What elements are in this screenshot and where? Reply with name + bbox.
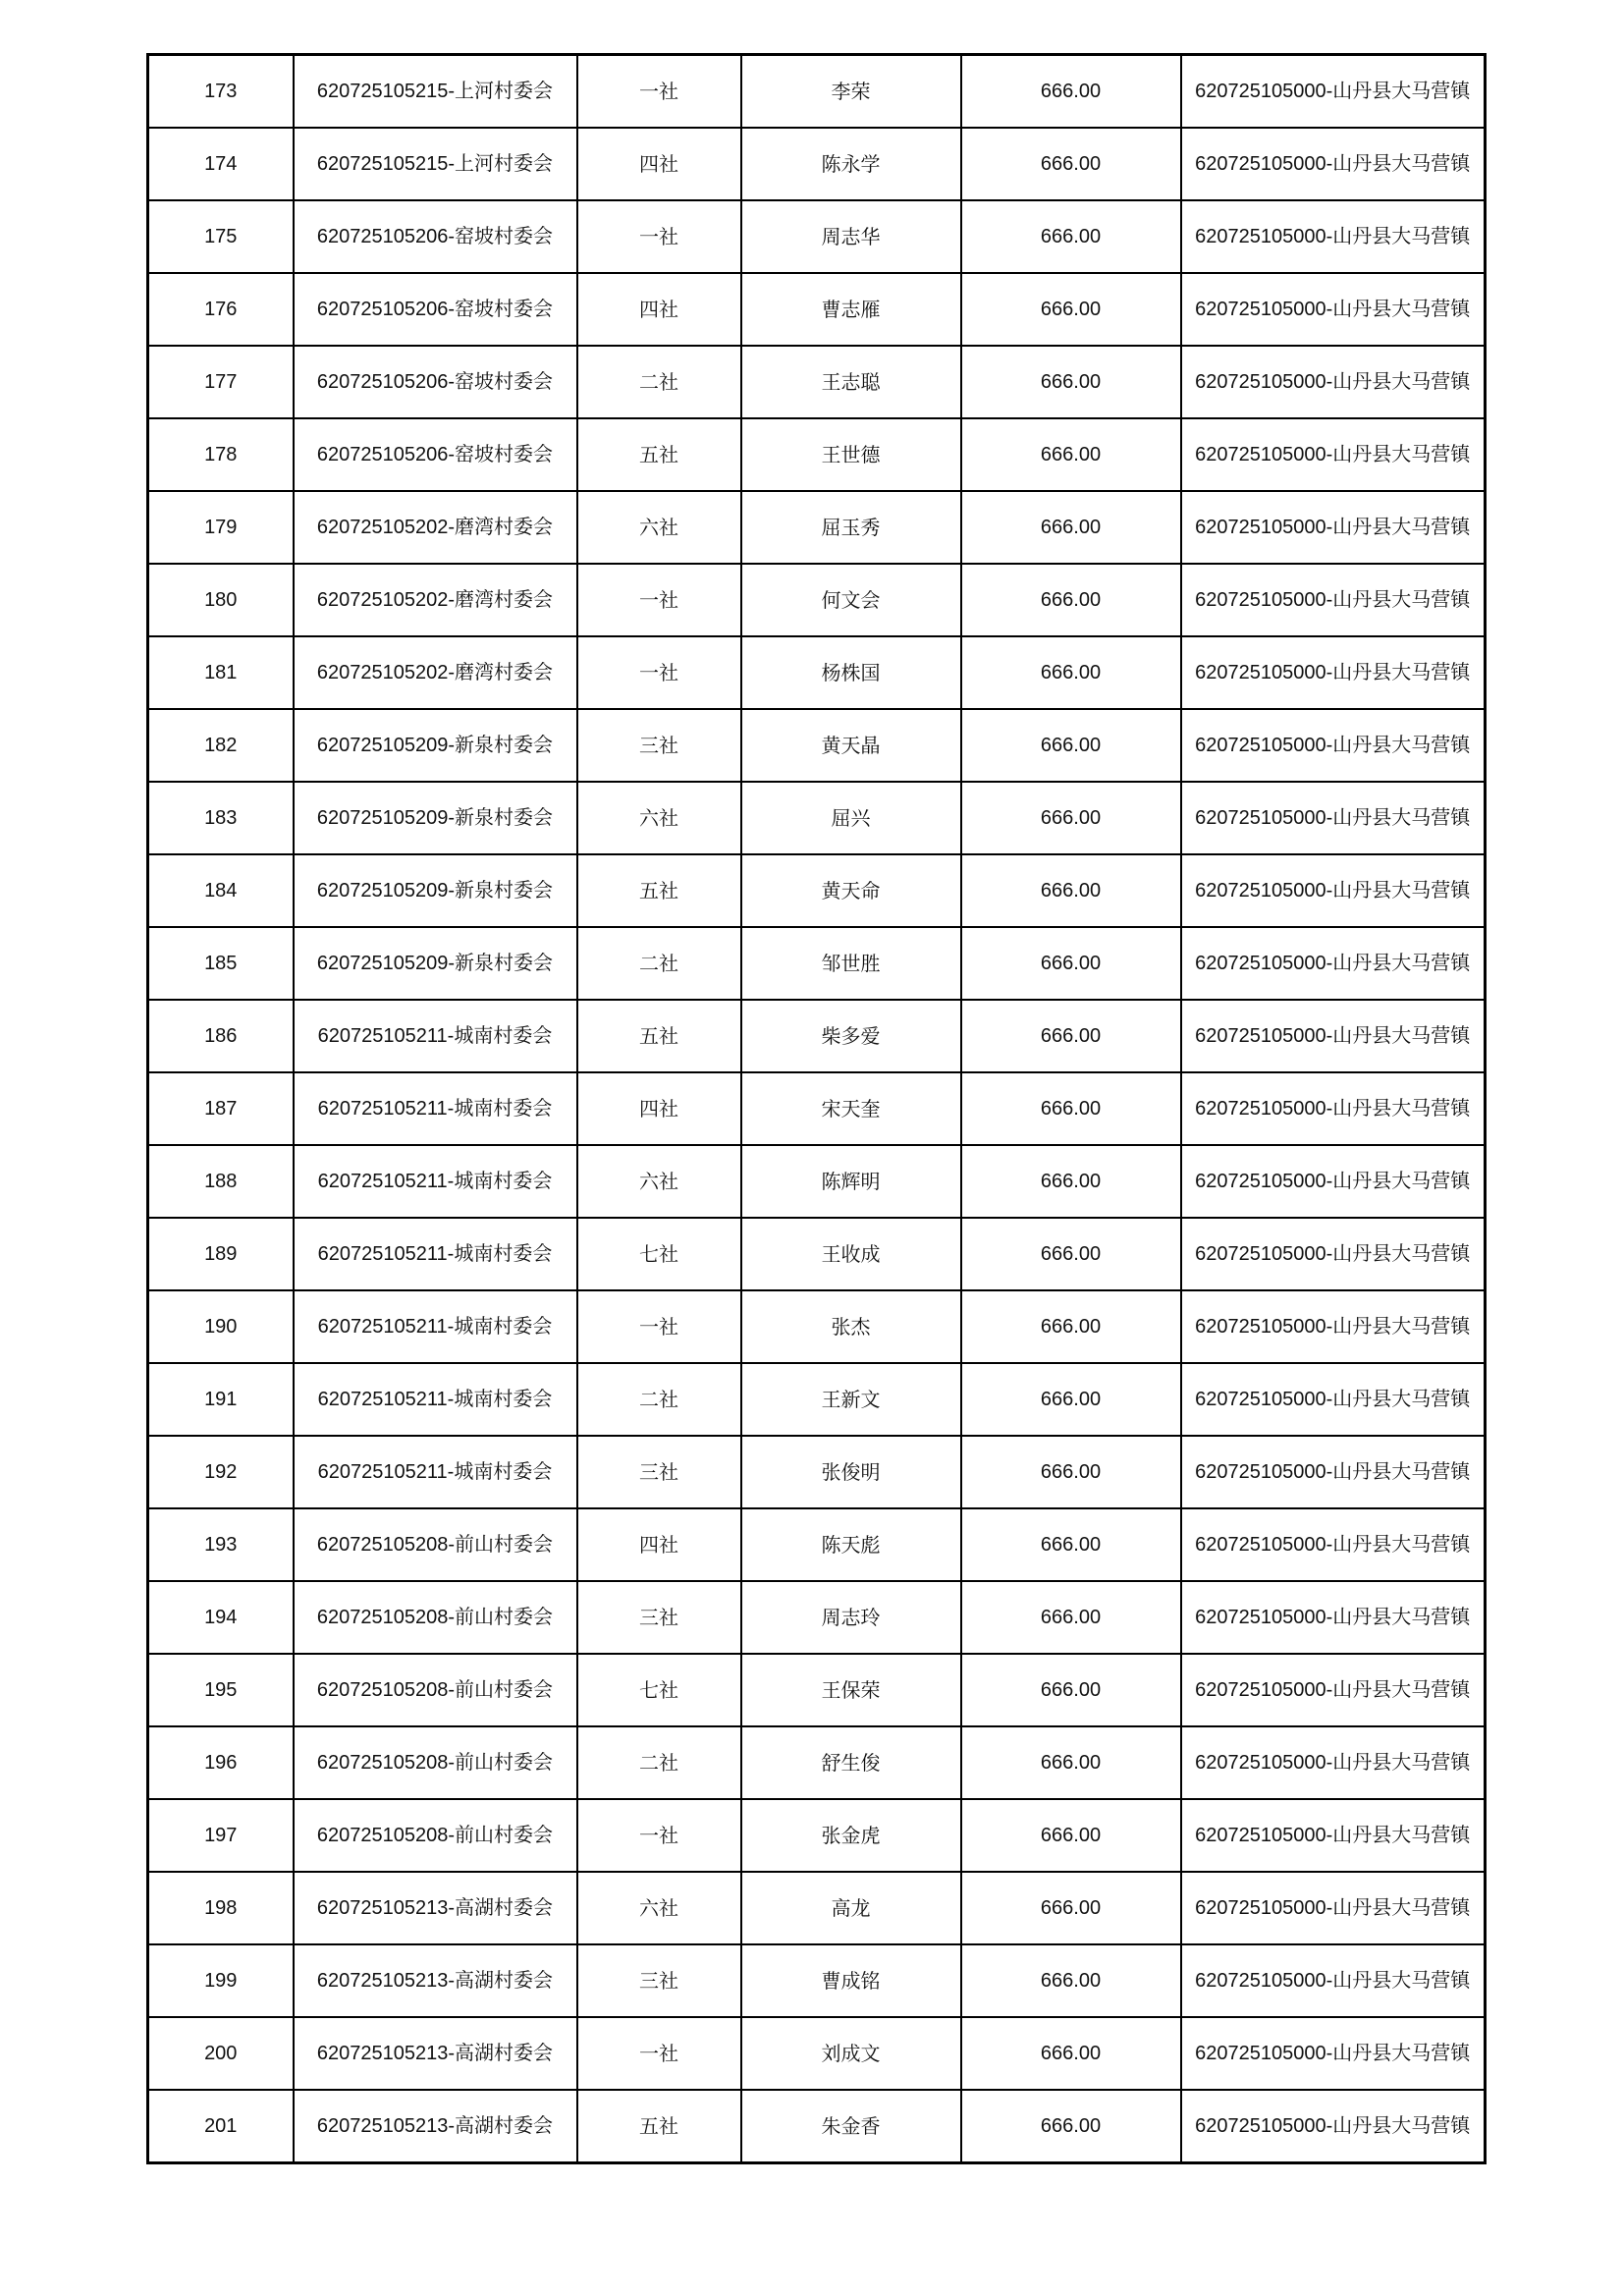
- amount-cell: 666.00: [961, 1145, 1181, 1218]
- township-cell: 620725105000-山丹县大马营镇: [1181, 2090, 1486, 2163]
- amount-cell: 666.00: [961, 2017, 1181, 2090]
- township-cell: 620725105000-山丹县大马营镇: [1181, 927, 1486, 1000]
- person-name-cell: 屈兴: [741, 782, 961, 854]
- village-group-cell: 六社: [577, 491, 741, 564]
- amount-cell: 666.00: [961, 1654, 1181, 1726]
- amount-cell: 666.00: [961, 564, 1181, 636]
- amount-cell: 666.00: [961, 1363, 1181, 1436]
- township-cell: 620725105000-山丹县大马营镇: [1181, 1145, 1486, 1218]
- amount-cell: 666.00: [961, 273, 1181, 346]
- village-group-cell: 四社: [577, 1508, 741, 1581]
- table-row: [148, 55, 1486, 129]
- township-cell: 620725105000-山丹县大马营镇: [1181, 1508, 1486, 1581]
- village-committee-cell: 620725105208-前山村委会: [294, 1654, 577, 1726]
- table-row: [148, 1363, 1486, 1436]
- seq-cell: 193: [148, 1508, 294, 1581]
- person-name-cell: 王志聪: [741, 346, 961, 418]
- table-row: [148, 1218, 1486, 1290]
- amount-cell: 666.00: [961, 1290, 1181, 1363]
- village-group-cell: 一社: [577, 564, 741, 636]
- table-row: [148, 1726, 1486, 1799]
- amount-cell: 666.00: [961, 1581, 1181, 1654]
- village-committee-cell: 620725105208-前山村委会: [294, 1508, 577, 1581]
- village-group-cell: 一社: [577, 636, 741, 709]
- amount-cell: 666.00: [961, 1000, 1181, 1072]
- person-name-cell: 刘成文: [741, 2017, 961, 2090]
- village-group-cell: 三社: [577, 1944, 741, 2017]
- person-name-cell: 陈辉明: [741, 1145, 961, 1218]
- village-committee-cell: 620725105213-高湖村委会: [294, 2017, 577, 2090]
- person-name-cell: 杨株国: [741, 636, 961, 709]
- amount-cell: 666.00: [961, 128, 1181, 200]
- township-cell: 620725105000-山丹县大马营镇: [1181, 782, 1486, 854]
- person-name-cell: 张金虎: [741, 1799, 961, 1872]
- table-row: [148, 1072, 1486, 1145]
- person-name-cell: 曹志雁: [741, 273, 961, 346]
- township-cell: 620725105000-山丹县大马营镇: [1181, 1654, 1486, 1726]
- village-group-cell: 三社: [577, 709, 741, 782]
- village-group-cell: 三社: [577, 1581, 741, 1654]
- village-group-cell: 一社: [577, 55, 741, 129]
- village-committee-cell: 620725105206-窑坡村委会: [294, 418, 577, 491]
- person-name-cell: 屈玉秀: [741, 491, 961, 564]
- village-group-cell: 六社: [577, 1872, 741, 1944]
- person-name-cell: 王新文: [741, 1363, 961, 1436]
- table-row: [148, 1290, 1486, 1363]
- person-name-cell: 黄天命: [741, 854, 961, 927]
- village-committee-cell: 620725105211-城南村委会: [294, 1363, 577, 1436]
- seq-cell: 175: [148, 200, 294, 273]
- table-row: [148, 1654, 1486, 1726]
- table-row: [148, 491, 1486, 564]
- village-committee-cell: 620725105209-新泉村委会: [294, 927, 577, 1000]
- seq-cell: 178: [148, 418, 294, 491]
- table-row: [148, 1508, 1486, 1581]
- village-group-cell: 六社: [577, 1145, 741, 1218]
- table-row: [148, 782, 1486, 854]
- seq-cell: 184: [148, 854, 294, 927]
- township-cell: 620725105000-山丹县大马营镇: [1181, 200, 1486, 273]
- village-group-cell: 五社: [577, 1000, 741, 1072]
- village-committee-cell: 620725105206-窑坡村委会: [294, 346, 577, 418]
- village-committee-cell: 620725105215-上河村委会: [294, 55, 577, 129]
- table-row: [148, 1944, 1486, 2017]
- village-group-cell: 四社: [577, 273, 741, 346]
- township-cell: 620725105000-山丹县大马营镇: [1181, 1000, 1486, 1072]
- amount-cell: 666.00: [961, 1799, 1181, 1872]
- seq-cell: 197: [148, 1799, 294, 1872]
- person-name-cell: 朱金香: [741, 2090, 961, 2163]
- roster-table-body: [148, 55, 1486, 2163]
- township-cell: 620725105000-山丹县大马营镇: [1181, 1799, 1486, 1872]
- village-committee-cell: 620725105215-上河村委会: [294, 128, 577, 200]
- village-group-cell: 三社: [577, 1436, 741, 1508]
- village-committee-cell: 620725105211-城南村委会: [294, 1436, 577, 1508]
- amount-cell: 666.00: [961, 2090, 1181, 2163]
- seq-cell: 176: [148, 273, 294, 346]
- person-name-cell: 宋天奎: [741, 1072, 961, 1145]
- person-name-cell: 黄天晶: [741, 709, 961, 782]
- seq-cell: 199: [148, 1944, 294, 2017]
- village-committee-cell: 620725105211-城南村委会: [294, 1072, 577, 1145]
- village-committee-cell: 620725105202-磨湾村委会: [294, 636, 577, 709]
- township-cell: 620725105000-山丹县大马营镇: [1181, 346, 1486, 418]
- seq-cell: 183: [148, 782, 294, 854]
- table-row: [148, 1000, 1486, 1072]
- person-name-cell: 柴多爱: [741, 1000, 961, 1072]
- table-row: [148, 2090, 1486, 2163]
- amount-cell: 666.00: [961, 636, 1181, 709]
- seq-cell: 189: [148, 1218, 294, 1290]
- township-cell: 620725105000-山丹县大马营镇: [1181, 1944, 1486, 2017]
- amount-cell: 666.00: [961, 1726, 1181, 1799]
- person-name-cell: 何文会: [741, 564, 961, 636]
- seq-cell: 181: [148, 636, 294, 709]
- table-row: [148, 927, 1486, 1000]
- person-name-cell: 周志玲: [741, 1581, 961, 1654]
- person-name-cell: 王收成: [741, 1218, 961, 1290]
- seq-cell: 196: [148, 1726, 294, 1799]
- township-cell: 620725105000-山丹县大马营镇: [1181, 1726, 1486, 1799]
- village-committee-cell: 620725105211-城南村委会: [294, 1290, 577, 1363]
- village-group-cell: 二社: [577, 1726, 741, 1799]
- amount-cell: 666.00: [961, 1436, 1181, 1508]
- village-committee-cell: 620725105202-磨湾村委会: [294, 491, 577, 564]
- table-row: [148, 1799, 1486, 1872]
- village-group-cell: 一社: [577, 200, 741, 273]
- village-group-cell: 七社: [577, 1654, 741, 1726]
- table-row: [148, 636, 1486, 709]
- village-group-cell: 一社: [577, 1290, 741, 1363]
- seq-cell: 180: [148, 564, 294, 636]
- township-cell: 620725105000-山丹县大马营镇: [1181, 1290, 1486, 1363]
- table-row: [148, 273, 1486, 346]
- village-committee-cell: 620725105213-高湖村委会: [294, 1872, 577, 1944]
- amount-cell: 666.00: [961, 1944, 1181, 2017]
- township-cell: 620725105000-山丹县大马营镇: [1181, 1581, 1486, 1654]
- township-cell: 620725105000-山丹县大马营镇: [1181, 273, 1486, 346]
- seq-cell: 195: [148, 1654, 294, 1726]
- seq-cell: 194: [148, 1581, 294, 1654]
- table-row: [148, 1581, 1486, 1654]
- village-committee-cell: 620725105211-城南村委会: [294, 1218, 577, 1290]
- village-group-cell: 五社: [577, 2090, 741, 2163]
- seq-cell: 192: [148, 1436, 294, 1508]
- amount-cell: 666.00: [961, 346, 1181, 418]
- person-name-cell: 舒生俊: [741, 1726, 961, 1799]
- village-committee-cell: 620725105213-高湖村委会: [294, 2090, 577, 2163]
- person-name-cell: 陈永学: [741, 128, 961, 200]
- seq-cell: 186: [148, 1000, 294, 1072]
- person-name-cell: 张俊明: [741, 1436, 961, 1508]
- village-group-cell: 四社: [577, 1072, 741, 1145]
- township-cell: 620725105000-山丹县大马营镇: [1181, 1872, 1486, 1944]
- village-group-cell: 二社: [577, 346, 741, 418]
- village-committee-cell: 620725105209-新泉村委会: [294, 782, 577, 854]
- table-row: [148, 709, 1486, 782]
- township-cell: 620725105000-山丹县大马营镇: [1181, 564, 1486, 636]
- seq-cell: 174: [148, 128, 294, 200]
- amount-cell: 666.00: [961, 1072, 1181, 1145]
- person-name-cell: 王保荣: [741, 1654, 961, 1726]
- township-cell: 620725105000-山丹县大马营镇: [1181, 1218, 1486, 1290]
- seq-cell: 182: [148, 709, 294, 782]
- township-cell: 620725105000-山丹县大马营镇: [1181, 418, 1486, 491]
- seq-cell: 188: [148, 1145, 294, 1218]
- village-committee-cell: 620725105208-前山村委会: [294, 1799, 577, 1872]
- village-committee-cell: 620725105202-磨湾村委会: [294, 564, 577, 636]
- township-cell: 620725105000-山丹县大马营镇: [1181, 1436, 1486, 1508]
- person-name-cell: 曹成铭: [741, 1944, 961, 2017]
- amount-cell: 666.00: [961, 1508, 1181, 1581]
- table-row: [148, 1145, 1486, 1218]
- village-committee-cell: 620725105209-新泉村委会: [294, 854, 577, 927]
- amount-cell: 666.00: [961, 709, 1181, 782]
- table-row: [148, 564, 1486, 636]
- township-cell: 620725105000-山丹县大马营镇: [1181, 2017, 1486, 2090]
- village-group-cell: 七社: [577, 1218, 741, 1290]
- seq-cell: 198: [148, 1872, 294, 1944]
- township-cell: 620725105000-山丹县大马营镇: [1181, 128, 1486, 200]
- township-cell: 620725105000-山丹县大马营镇: [1181, 854, 1486, 927]
- village-committee-cell: 620725105206-窑坡村委会: [294, 200, 577, 273]
- person-name-cell: 周志华: [741, 200, 961, 273]
- amount-cell: 666.00: [961, 854, 1181, 927]
- township-cell: 620725105000-山丹县大马营镇: [1181, 709, 1486, 782]
- village-committee-cell: 620725105206-窑坡村委会: [294, 273, 577, 346]
- seq-cell: 173: [148, 55, 294, 129]
- village-group-cell: 五社: [577, 854, 741, 927]
- village-committee-cell: 620725105208-前山村委会: [294, 1726, 577, 1799]
- table-row: [148, 418, 1486, 491]
- table-row: [148, 346, 1486, 418]
- table-row: [148, 200, 1486, 273]
- village-committee-cell: 620725105213-高湖村委会: [294, 1944, 577, 2017]
- village-group-cell: 六社: [577, 782, 741, 854]
- village-group-cell: 一社: [577, 2017, 741, 2090]
- amount-cell: 666.00: [961, 418, 1181, 491]
- seq-cell: 179: [148, 491, 294, 564]
- village-group-cell: 二社: [577, 1363, 741, 1436]
- table-row: [148, 854, 1486, 927]
- amount-cell: 666.00: [961, 491, 1181, 564]
- village-group-cell: 二社: [577, 927, 741, 1000]
- village-committee-cell: 620725105208-前山村委会: [294, 1581, 577, 1654]
- person-name-cell: 邹世胜: [741, 927, 961, 1000]
- seq-cell: 200: [148, 2017, 294, 2090]
- table-row: [148, 1436, 1486, 1508]
- person-name-cell: 王世德: [741, 418, 961, 491]
- village-committee-cell: 620725105211-城南村委会: [294, 1145, 577, 1218]
- subsidy-roster-table: [146, 53, 1487, 2164]
- township-cell: 620725105000-山丹县大马营镇: [1181, 1363, 1486, 1436]
- township-cell: 620725105000-山丹县大马营镇: [1181, 491, 1486, 564]
- table-row: [148, 128, 1486, 200]
- village-group-cell: 一社: [577, 1799, 741, 1872]
- seq-cell: 177: [148, 346, 294, 418]
- person-name-cell: 张杰: [741, 1290, 961, 1363]
- seq-cell: 201: [148, 2090, 294, 2163]
- township-cell: 620725105000-山丹县大马营镇: [1181, 1072, 1486, 1145]
- township-cell: 620725105000-山丹县大马营镇: [1181, 636, 1486, 709]
- seq-cell: 191: [148, 1363, 294, 1436]
- person-name-cell: 陈天彪: [741, 1508, 961, 1581]
- amount-cell: 666.00: [961, 1872, 1181, 1944]
- seq-cell: 190: [148, 1290, 294, 1363]
- seq-cell: 187: [148, 1072, 294, 1145]
- person-name-cell: 高龙: [741, 1872, 961, 1944]
- village-committee-cell: 620725105209-新泉村委会: [294, 709, 577, 782]
- amount-cell: 666.00: [961, 782, 1181, 854]
- person-name-cell: 李荣: [741, 55, 961, 129]
- village-group-cell: 四社: [577, 128, 741, 200]
- amount-cell: 666.00: [961, 1218, 1181, 1290]
- amount-cell: 666.00: [961, 927, 1181, 1000]
- table-row: [148, 1872, 1486, 1944]
- village-committee-cell: 620725105211-城南村委会: [294, 1000, 577, 1072]
- township-cell: 620725105000-山丹县大马营镇: [1181, 55, 1486, 129]
- amount-cell: 666.00: [961, 200, 1181, 273]
- seq-cell: 185: [148, 927, 294, 1000]
- table-row: [148, 2017, 1486, 2090]
- amount-cell: 666.00: [961, 55, 1181, 129]
- village-group-cell: 五社: [577, 418, 741, 491]
